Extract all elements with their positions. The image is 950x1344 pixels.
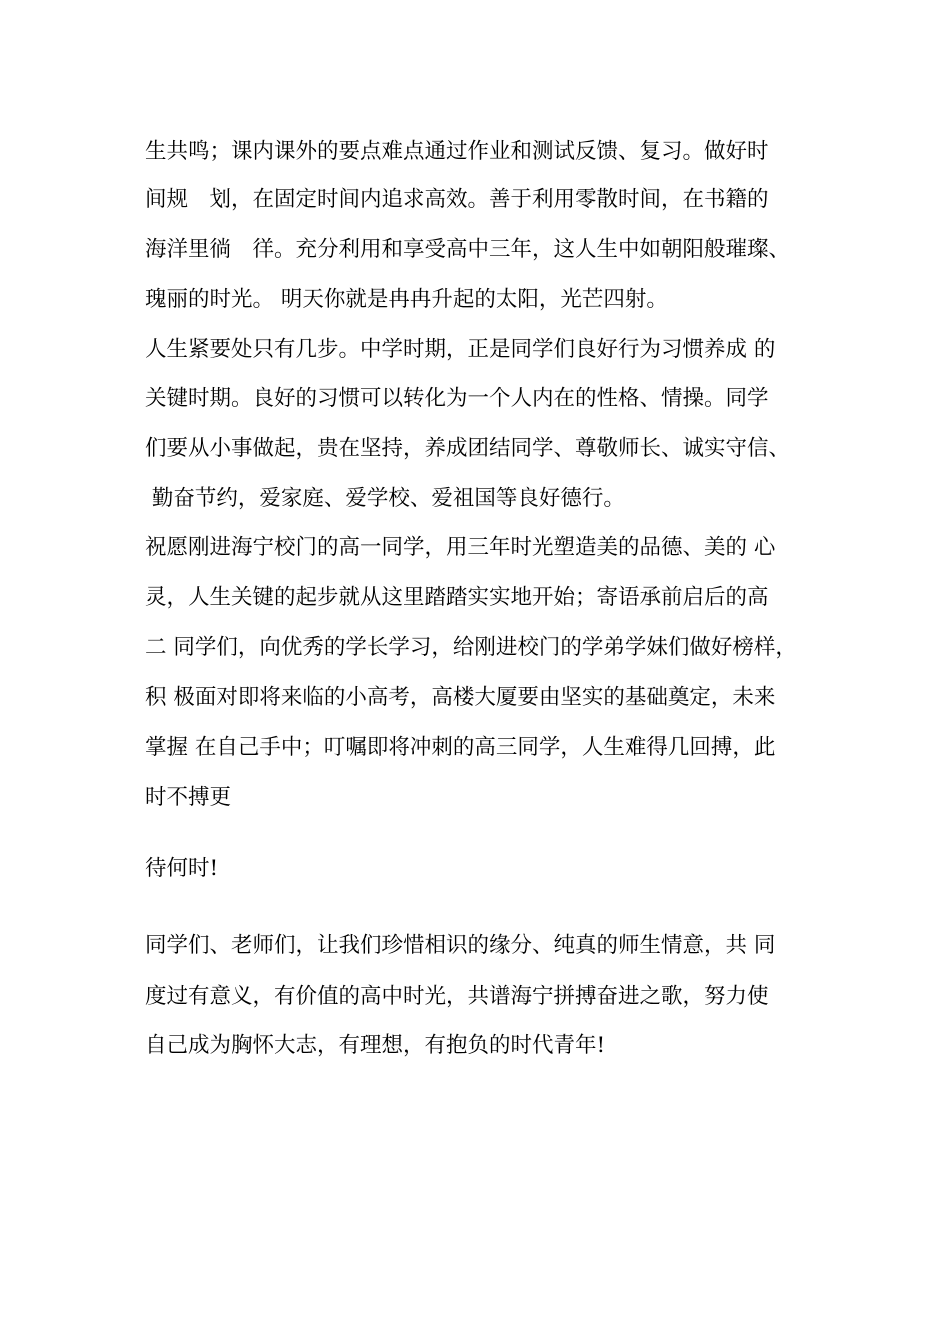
text-line: 二 同学们，向优秀的学长学习，给刚进校门的学弟学妹们做好榜样，: [145, 635, 797, 660]
text-line: 灵，人生关键的起步就从这里踏踏实实地开始；寄语承前启后的高: [145, 585, 769, 610]
text-line: 时不搏更: [145, 785, 232, 810]
text-line: 关键时期。良好的习惯可以转化为一个人内在的性格、情操。同学: [145, 386, 769, 411]
text-line: 人生紧要处只有几步。中学时期，正是同学们良好行为习惯养成 的: [145, 337, 776, 362]
text-line: 同学们、老师们，让我们珍惜相识的缘分、纯真的师生情意，共 同: [145, 933, 776, 958]
text-line: 们要从小事做起，贵在坚持，养成团结同学、尊敬师长、诚实守信、: [145, 436, 791, 461]
text-line: 待何时!: [145, 856, 219, 881]
text-line: 度过有意义，有价值的高中时光，共谱海宁拼搏奋进之歌，努力使: [145, 984, 769, 1009]
text-line: 掌握 在自己手中；叮嘱即将冲刺的高三同学，人生难得几回搏，此: [145, 735, 776, 760]
text-line: 自己成为胸怀大志，有理想，有抱负的时代青年!: [145, 1033, 606, 1058]
text-line: 积 极面对即将来临的小高考，高楼大厦要由坚实的基础奠定，未来: [145, 685, 776, 710]
text-line: 祝愿刚进海宁校门的高一同学，用三年时光塑造美的品德、美的 心: [145, 535, 776, 560]
text-line: 海洋里徜 徉。充分利用和享受高中三年，这人生中如朝阳般璀璨、: [145, 237, 791, 262]
text-line: 瑰丽的时光。 明天你就是冉冉升起的太阳，光芒四射。: [145, 287, 668, 312]
text-line: 间规 划，在固定时间内追求高效。善于利用零散时间，在书籍的: [145, 187, 769, 212]
text-line: 生共鸣；课内课外的要点难点通过作业和测试反馈、复习。做好时: [145, 139, 769, 164]
text-line: 勤奋节约，爱家庭、爱学校、爱祖国等良好德行。: [145, 486, 625, 511]
